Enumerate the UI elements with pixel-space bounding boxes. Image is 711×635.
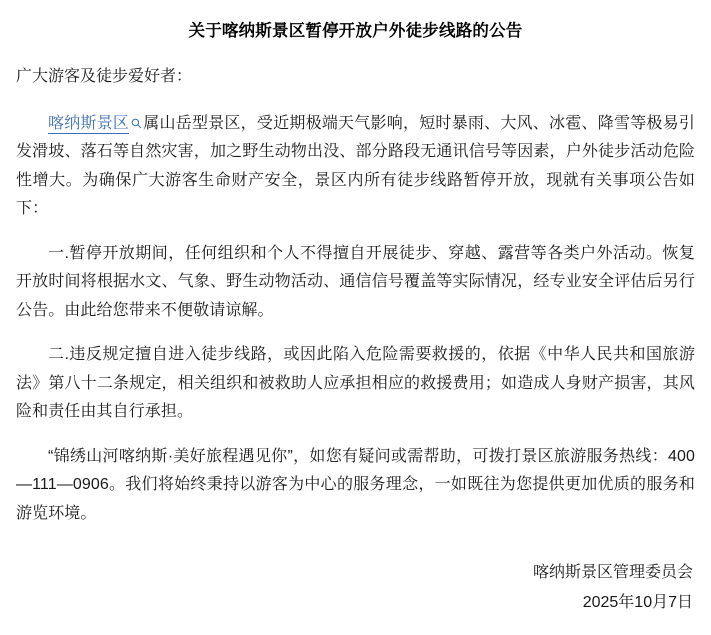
page-title: 关于喀纳斯景区暂停开放户外徒步线路的公告 — [188, 22, 523, 40]
paragraph-3-text-part2: 》第八十二条规定，相关组织和被救助人应承担相应的救援费用；如造成人身财产损害，其风险和责任由其自行承担。 — [16, 374, 695, 421]
paragraph-1 — [16, 110, 695, 224]
link-label: 喀纳斯景区 — [48, 114, 130, 132]
law-title: 中华人民共和国旅游法 — [16, 346, 695, 392]
signature-organization: 喀纳斯景区管理委员会 — [532, 563, 693, 581]
paragraph-1-text: 属山岳型景区，受近期极端天气影响，短时暴雨、大风、冰雹、降雪等极易引发滑坡、落石等自然灾害，加之野生动物出没、部分路段无通讯信号等因素，户外徒步活动危险性增大。为确保广大游客生命财产安全，景区内所有徒步线路暂停开放，现就有关事项公告如下： — [16, 114, 695, 218]
signature-date: 2025年10月7日 — [582, 593, 693, 611]
salutation: 广大游客及徒步爱好者： — [16, 68, 193, 86]
search-icon — [131, 118, 142, 129]
paragraph-3-text-part1: 二.违反规定擅自进入徒步线路，或因此陷入危险需要救援的，依据《 — [48, 346, 548, 364]
paragraph-3 — [16, 341, 695, 426]
paragraph-4: “锦绣山河喀纳斯·美好旅程遇见你”，如您有疑问或需帮助，可拨打景区旅游服务热线：400—111—0906。我们将始终秉持以游客为中心的服务理念，一如既往为您提供更加优质的服务和游览环境。 — [16, 447, 695, 522]
knas-scenic-area-link[interactable] — [48, 115, 143, 133]
paragraph-2: 一.暂停开放期间，任何组织和个人不得擅自开展徒步、穿越、露营等各类户外活动。恢复开放时间将根据水文、气象、野生动物活动、通信信号覆盖等实际情况，经专业安全评估后另行公告。由此给您带来不便敬请谅解。 — [16, 244, 695, 319]
signature-block — [16, 558, 695, 617]
